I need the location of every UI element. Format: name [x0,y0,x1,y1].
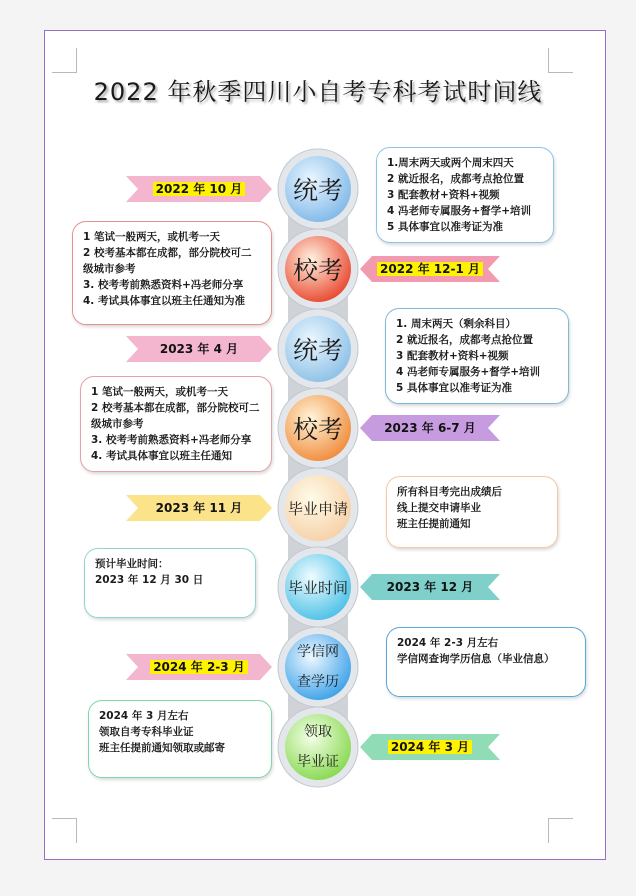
date-text: 2023 年 4 月 [159,342,239,356]
stage-node: 校考 [292,256,343,285]
note-box [385,308,569,404]
note-line: 所有科目考完出成绩后 [397,486,502,498]
note-line: 2023 年 12 月 30 日 [95,574,204,586]
note-line: 2024 年 2-3 月左右 [397,637,499,649]
note-box [72,221,272,325]
note-line: 1.周末两天或两个周末四天 [387,157,514,169]
stage-node-line: 查学历 [297,674,339,690]
note-box [386,476,558,548]
date-text: 2023 年 12 月 [386,580,474,594]
note-line: 班主任提前通知 [397,518,471,530]
date-text: 2023 年 6-7 月 [384,421,476,435]
date-label [134,336,264,362]
note-line: 2 就近报名，成都考点抢位置 [387,173,524,185]
note-box [376,147,554,243]
note-box [80,376,272,472]
note-line: 3. 校考考前熟悉资料+冯老师分享 [83,279,244,291]
note-line: 2 校考基本都在成都，部分院校可二级城市参考 [91,402,260,430]
note-line: 2024 年 3 月左右 [99,710,189,722]
date-text: 2024 年 2-3 月 [150,660,248,674]
note-line: 4 冯老师专属服务+督学+培训 [396,366,541,378]
date-text: 2023 年 11 月 [155,501,243,515]
note-line: 2 校考基本都在成都，部分院校可二级城市参考 [83,247,252,275]
date-label [368,734,492,760]
note-line: 1 笔试一般两天，或机考一天 [83,231,220,243]
note-line: 5 具体事宜以准考证为准 [387,221,503,233]
stage-node: 毕业时间 [287,578,348,597]
date-label [134,495,264,521]
stage-node-line: 领取 [304,724,332,740]
note-line: 5 具体事宜以准考证为准 [396,382,512,394]
stage-node: 统考 [292,336,343,365]
date-label [368,256,492,282]
note-box [386,627,586,697]
note-line: 预计毕业时间： [95,558,169,570]
note-line: 2 就近报名，成都考点抢位置 [396,334,533,346]
note-line: 4. 考试具体事宜以班主任通知为准 [83,295,245,307]
stage-node-line: 学信网 [297,644,339,660]
stage-node-line: 毕业证 [297,754,339,770]
note-line: 4. 考试具体事宜以班主任通知 [91,450,232,462]
stage-node [282,631,354,703]
note-line: 4 冯老师专属服务+督学+培训 [387,205,532,217]
note-box [88,700,272,778]
page-title: 2022 年秋季四川小自考专科考试时间线 [93,78,543,106]
note-line: 3 配套教材+资料+视频 [387,189,500,201]
note-line: 领取自考专科毕业证 [99,726,194,738]
date-label [368,574,492,600]
date-label [368,415,492,441]
note-line: 3. 校考考前熟悉资料+冯老师分享 [91,434,252,446]
date-text: 2024 年 3 月 [388,740,472,754]
date-text: 2022 年 12-1 月 [377,262,483,276]
stage-node: 统考 [292,176,343,205]
note-line: 3 配套教材+资料+视频 [396,350,509,362]
note-box [84,548,256,618]
stage-node: 毕业申请 [287,499,348,518]
date-label [134,176,264,202]
note-line: 学信网查询学历信息（毕业信息） [397,653,555,665]
stage-node [282,711,354,783]
stage-node: 校考 [292,415,343,444]
note-line: 1 笔试一般两天，或机考一天 [91,386,228,398]
date-label [134,654,264,680]
note-line: 班主任提前通知领取或邮寄 [99,742,225,754]
note-line: 线上提交申请毕业 [397,502,481,514]
note-line: 1. 周末两天（剩余科目） [396,318,516,330]
date-text: 2022 年 10 月 [153,182,246,196]
